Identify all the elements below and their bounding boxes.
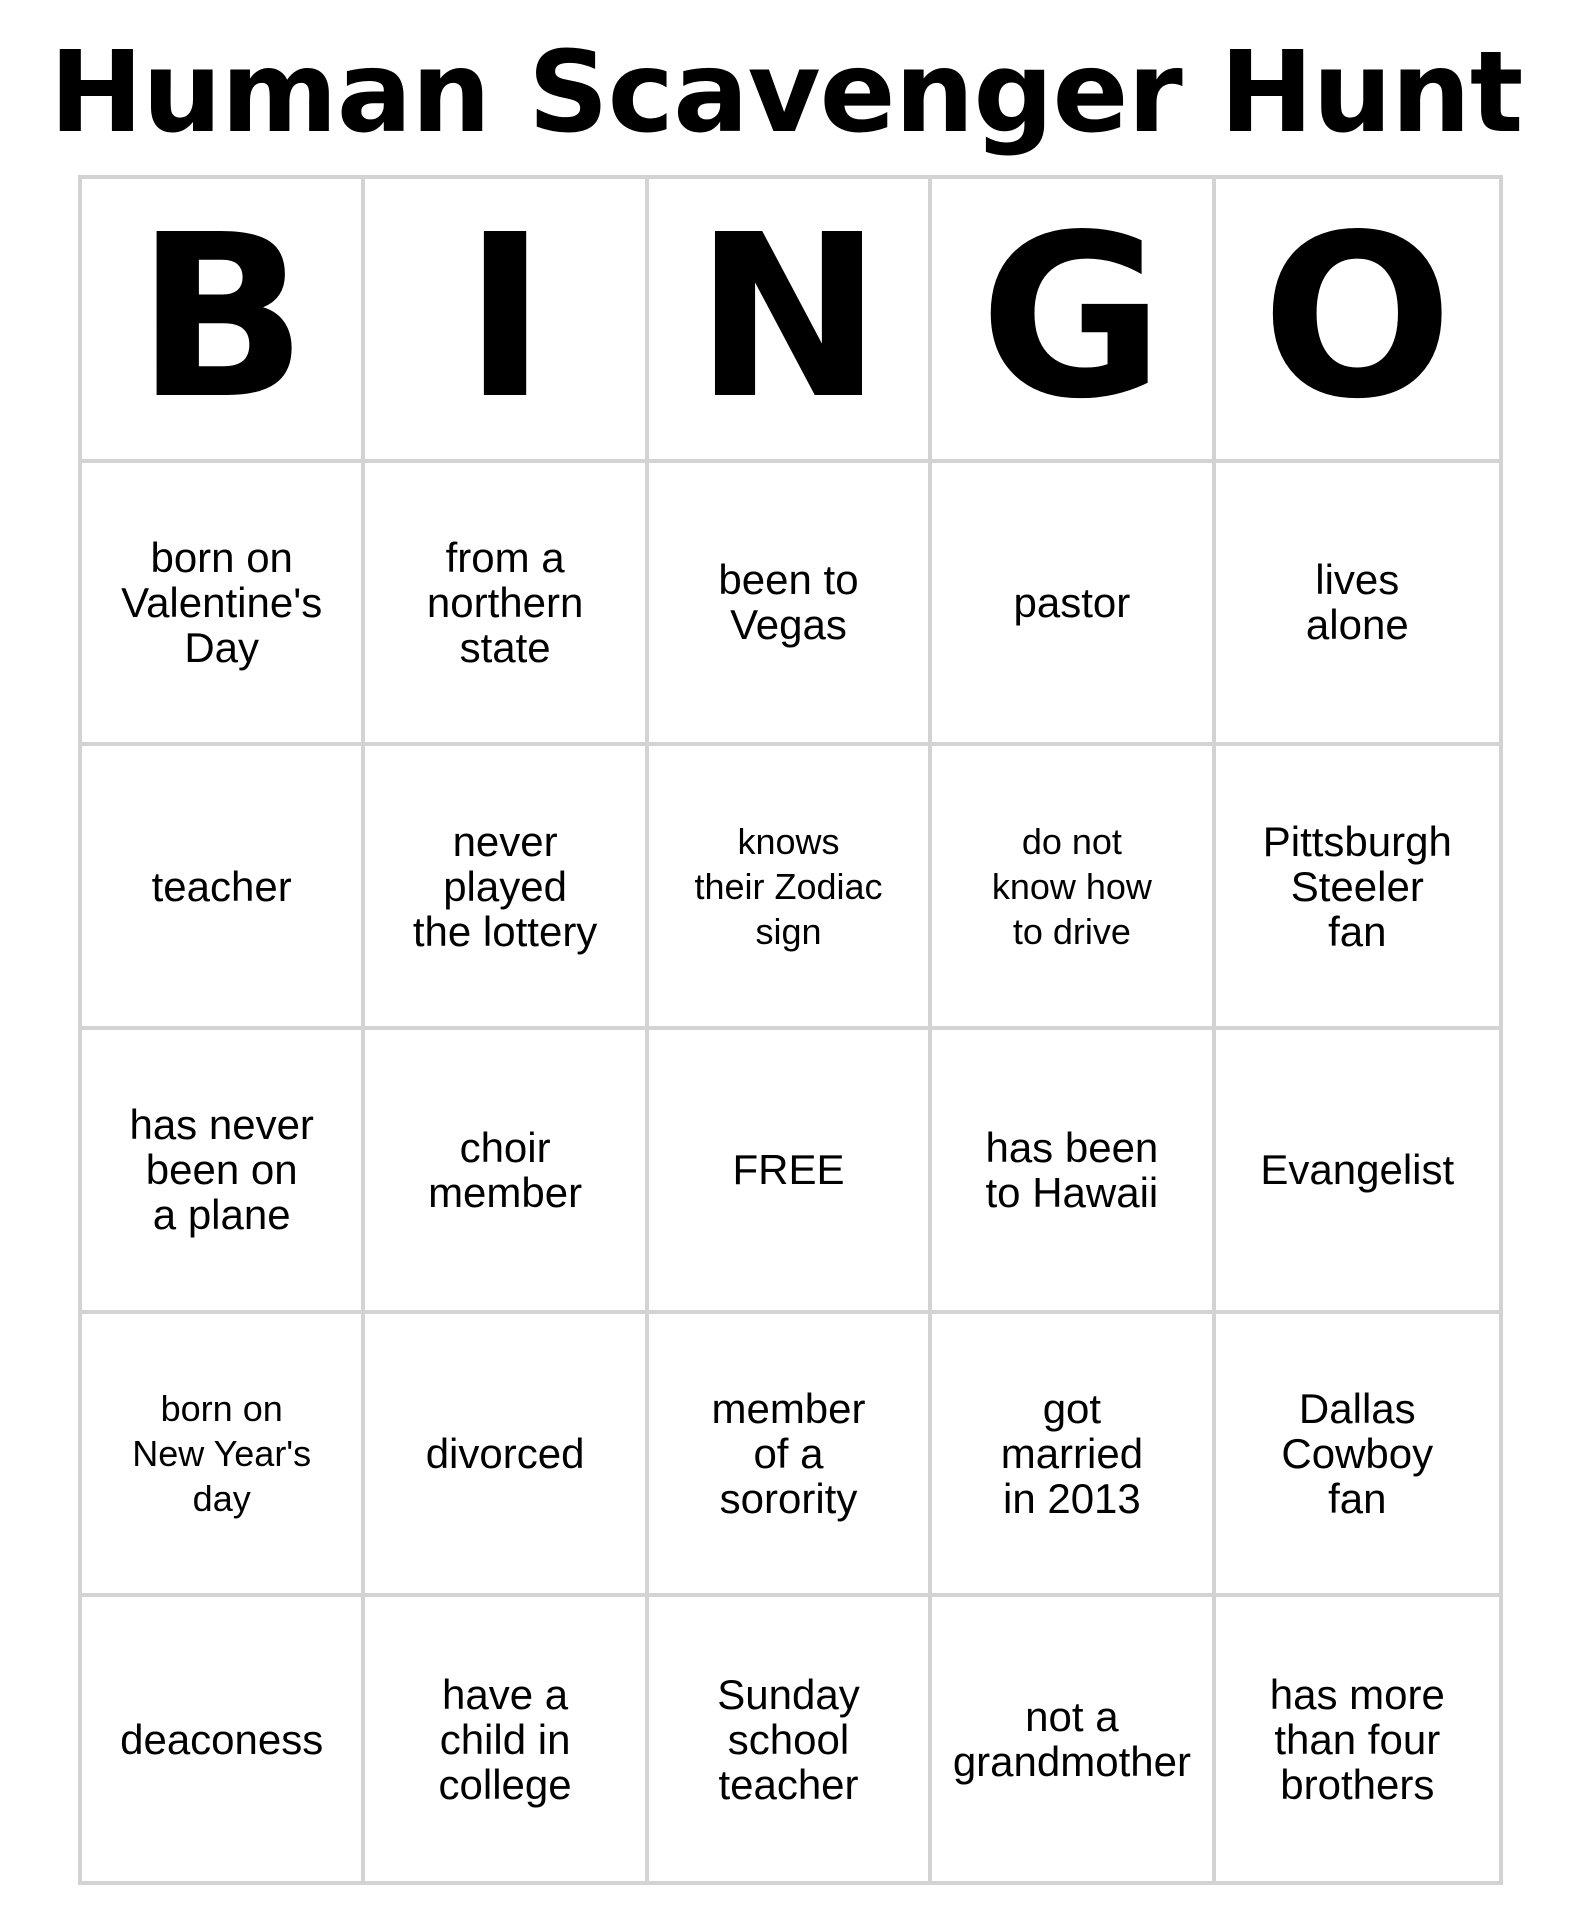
square-text: have a child in college [438,1670,572,1808]
bingo-square-r5c3 [649,1597,932,1881]
bingo-square-r4c3 [649,1314,932,1598]
bingo-square-r2c5 [1216,746,1499,1030]
bingo-square-r1c5 [1216,463,1499,747]
bingo-square-r3c4 [932,1030,1215,1314]
bingo-square-r2c2 [365,746,648,1030]
bingo-square-free [649,1030,932,1314]
bingo-square-r3c2 [365,1030,648,1314]
letter-i: I [463,187,547,450]
header-letter-i [365,179,648,463]
square-text: has been to Hawaii [985,1123,1159,1216]
bingo-square-r4c4 [932,1314,1215,1598]
square-text: not a grandmother [952,1693,1191,1786]
square-text: from a northern state [426,533,584,671]
square-text: deaconess [120,1715,324,1763]
bingo-square-r4c5 [1216,1314,1499,1598]
bingo-square-r3c5 [1216,1030,1499,1314]
bingo-square-r4c2 [365,1314,648,1598]
square-text: Pittsburgh Steeler fan [1262,817,1452,955]
bingo-square-r2c1 [82,746,365,1030]
bingo-square-r3c1 [82,1030,365,1314]
square-text: born on New Year's day [132,1387,312,1519]
header-letter-g [932,179,1215,463]
bingo-square-r5c2 [365,1597,648,1881]
bingo-square-r5c1 [82,1597,365,1881]
bingo-square-r1c1 [82,463,365,747]
bingo-board [78,175,1503,1885]
square-text: divorced [425,1429,585,1477]
square-text: Evangelist [1260,1146,1455,1194]
header-letter-b [82,179,365,463]
square-text: do not know how to drive [991,820,1152,952]
bingo-square-r2c3 [649,746,932,1030]
bingo-square-r1c3 [649,463,932,747]
bingo-square-r5c4 [932,1597,1215,1881]
square-text: never played the lottery [412,817,598,955]
square-text: lives alone [1305,556,1409,649]
square-text: has more than four brothers [1269,1670,1445,1808]
square-text: born on Valentine's Day [121,533,323,671]
bingo-square-r1c2 [365,463,648,747]
square-text: member of a sorority [711,1384,866,1522]
square-text: pastor [1013,578,1131,626]
square-text: knows their Zodiac sign [694,820,883,952]
header-letter-n [649,179,932,463]
square-text: has never been on a plane [129,1101,314,1239]
square-text: Dallas Cowboy fan [1281,1384,1434,1522]
square-text: been to Vegas [718,556,859,649]
square-text: Sunday school teacher [717,1670,860,1808]
letter-o: O [1261,187,1453,450]
letter-b: B [135,187,308,450]
bingo-square-r5c5 [1216,1597,1499,1881]
bingo-square-r4c1 [82,1314,365,1598]
bingo-square-r2c4 [932,746,1215,1030]
letter-n: N [694,187,883,450]
bingo-square-r1c4 [932,463,1215,747]
square-text: got married in 2013 [1000,1384,1144,1522]
free-space-text: FREE [732,1146,845,1194]
header-letter-o [1216,179,1499,463]
square-text: choir member [428,1123,583,1216]
square-text: teacher [151,862,292,910]
page-title: Human Scavenger Hunt [49,28,1523,158]
letter-g: G [979,187,1165,450]
